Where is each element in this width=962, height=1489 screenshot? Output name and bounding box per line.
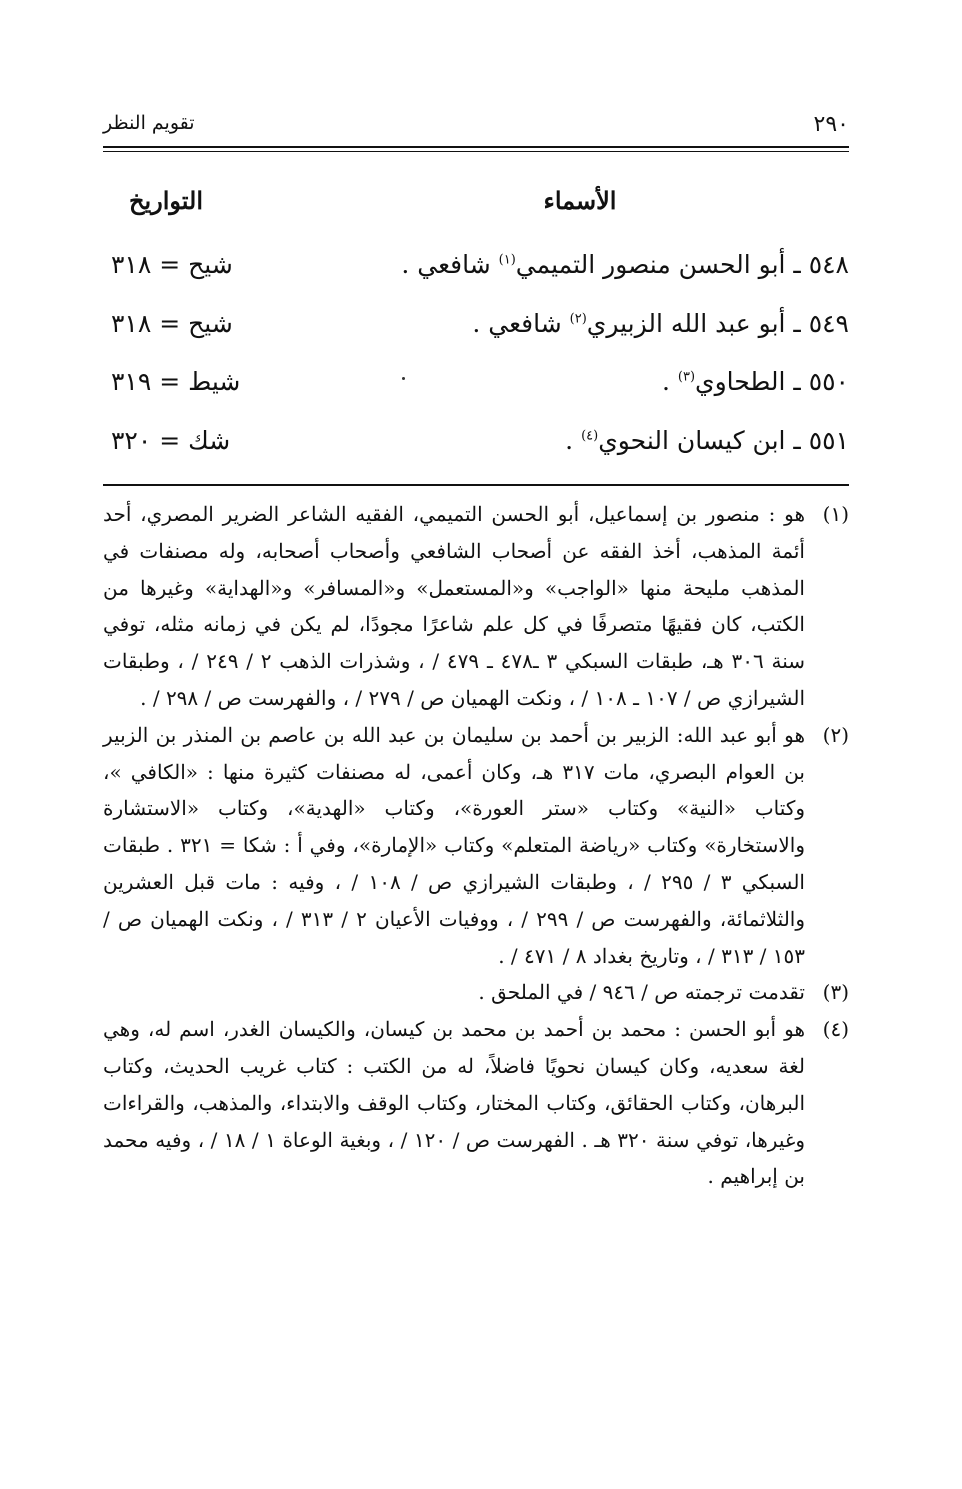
- entry-name: ٥٥٠ ـ الطحاوي$^{(٣)}$ .: [661, 367, 849, 396]
- footnote-number: (٣): [822, 980, 849, 1005]
- footnote-number: (١): [822, 502, 849, 526]
- ink-speck: [402, 377, 405, 380]
- dates-column-heading: التواريخ: [128, 186, 204, 215]
- entry-row-550: [103, 367, 849, 407]
- entry-row-548: [103, 250, 849, 290]
- header-rule-thin: [103, 151, 849, 152]
- footnote-ref: (١): [498, 252, 516, 268]
- running-header: [103, 112, 849, 142]
- entry-name: ٥٥١ ـ ابن كيسان النحوي$^{(٤)}$ .: [565, 426, 849, 455]
- footnote-ref: (٢): [569, 311, 587, 327]
- footnote-number: (٢): [822, 722, 849, 747]
- header-rule-thick: [103, 146, 849, 148]
- footnote-text: هو : منصور بن إسماعيل، أبو الحسن التميمي، الفقيه الشاعر الضرير المصري، أحد أئمة المذهب، أخذ الفقه عن أصحاب الشافعي وأصحاب أصحابه، وله مصنفات في المذهب مليحة منها «الواجب» و«المستعمل» و«المسافر» و«الهداية» وغيرها من الكتب، كان فقيهًا متصرفًا في كل علم شاعرًا مجودًا، لم يكن في زمانه مثله، توفي سنة ٣٠٦ هـ، طبقات السبكي ٣ ـ٤٧٨ ـ ٤٧٩ / ، وشذرات الذهب ٢ / ٢٤٩ / ، وطبقات الشيرازي ص / ١٠٧ ـ ١٠٨ / ، ونكت الهميان ص / ٢٧٩ / ، والفهرست ص / ٢٩٨ / .: [103, 502, 806, 710]
- footnote-text: هو أبو الحسن : محمد بن أحمد بن محمد بن كيسان، والكيسان الغدر، اسم له، وهي لغة سعديه، وكان كيسان نحويًا فاضلاً، له من الكتب : كتاب غريب الحديث، وكتاب البرهان، وكتاب الحقائق، وكتاب المختار، وكتاب الوقف والابتداء، والمذهب، والقراءات وغيرها، توفي سنة ٣٢٠ هـ . الفهرست ص / ١٢٠ / ، وبغية الوعاة ١ / ١٨ / ، وفيه محمد بن إبراهيم .: [103, 1017, 805, 1189]
- book-title: تقويم النظر: [103, 112, 195, 134]
- entry-date: شيط = ٣١٩: [111, 367, 241, 396]
- names-column-heading: الأسماء: [543, 186, 617, 215]
- footnote-text: تقدمت ترجمته ص / ٩٤٦ / في الملحق .: [478, 980, 805, 1005]
- footnote-ref: (٣): [677, 369, 696, 385]
- footnote-text: هو أبو عبد الله: الزبير بن أحمد بن سليمان بن عبد الله بن عاصم بن المنذر بن الزبير بن العوام البصري، مات ٣١٧ هـ، وكان أعمى، له مصنفات كثيرة منها : «الكافي »، وكتاب «النية» وكتاب «ستر العورة»، وكتاب «الهدية»، وكتاب «الاستشارة والاستخارة» وكتاب «رياضة المتعلم» وكتاب «الإمارة»، وفي أ : شكا = ٣٢١ . طبقات السبكي ٣ / ٢٩٥ / ، وطبقات الشيرازي ص / ١٠٨ / ، وفيه : مات قبل العشرين والثلاثمائة، والفهرست ص / ٢٩٩ / ، ووفيات الأعيان ٢ / ٣١٣ / ، ونكت الهميان ص / ١٥٣ / ٣١٣ / ، وتاريخ بغداد ٨ / ٤٧١ / .: [103, 722, 806, 968]
- footnote-ref: (٤): [581, 428, 599, 444]
- footnote-2: [103, 717, 849, 975]
- entry-date: شيح = ٣١٨: [111, 309, 233, 338]
- footnotes: [103, 496, 849, 1195]
- entry-name: ٥٤٨ ـ أبو الحسن منصور التميمي$^{(١)}$ شافعي .: [401, 250, 849, 279]
- footnote-separator: [103, 484, 849, 486]
- entry-date: شك = ٣٢٠: [111, 426, 231, 455]
- entry-date: شيح = ٣١٨: [111, 250, 233, 279]
- entry-row-549: [103, 309, 849, 349]
- page-number: ٢٩٠: [813, 112, 849, 137]
- footnote-4: [103, 1011, 849, 1195]
- footnote-number: (٤): [822, 1017, 849, 1042]
- footnote-3: [103, 974, 849, 1011]
- entry-row-551: [103, 426, 849, 466]
- footnote-1: [103, 496, 849, 717]
- entry-name: ٥٤٩ ـ أبو عبد الله الزبيري$^{(٢)}$ شافعي .: [472, 309, 849, 338]
